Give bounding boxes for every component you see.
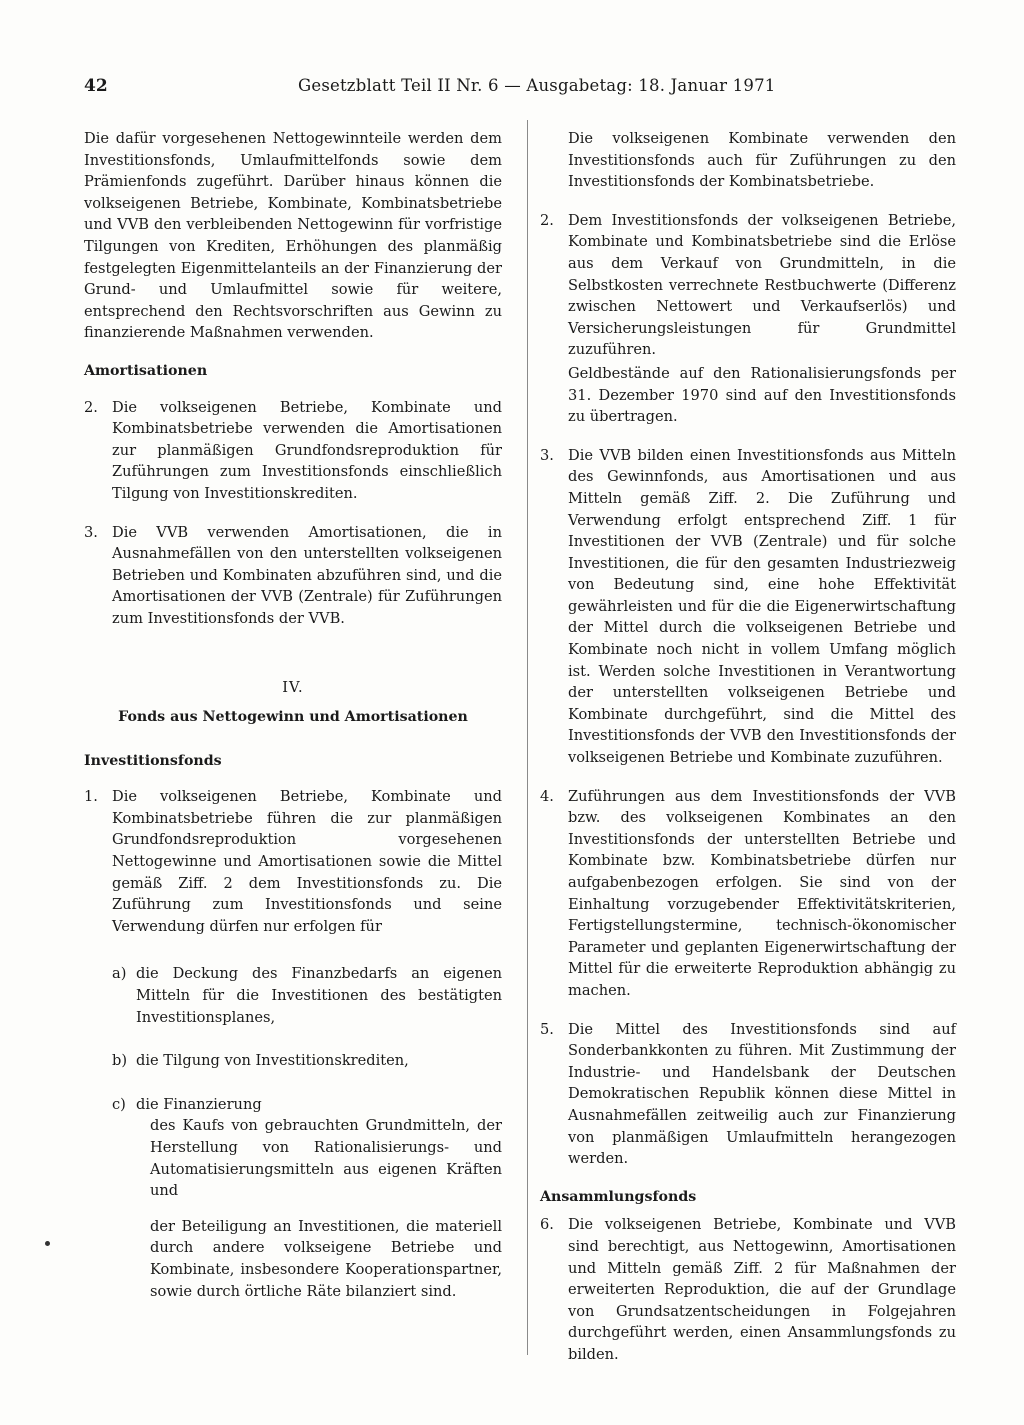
sub-item-label: c) — [112, 1095, 126, 1113]
list-item — [84, 397, 502, 505]
page-header — [0, 76, 1024, 104]
left-column — [84, 128, 502, 1316]
sub-item-text: die Tilgung von Investitionskrediten, — [136, 1052, 409, 1070]
column-divider — [527, 120, 528, 1355]
sub-paragraph: der Beteiligung an Investitionen, die materiell durch andere volkseigene Betriebe und Kombinate, insbesondere Kooperationspartner, sowie durch örtliche Räte bilanziert sind. — [150, 1217, 502, 1300]
item-text: Die VVB bilden einen Investitionsfonds aus Mitteln des Gewinnfonds, aus Amortisationen und aus Mitteln gemäß Ziff. 2. Die Zuführung und Verwendung erfolgt entsprechend Ziff. 1 für Investitionen der VVB (Zentrale) und für solche Investitionen, die für den gesamten Industriezweig von Bedeutung sind, eine hohe Effektivität gewährleisten und für die die Eigenerwirtschaftung der Mittel durch die volkseigenen Betriebe und Kombinate noch nicht in vollem Umfang möglich ist. Werden solche Investitionen in Verantwortung der unterstellten volkseigenen Betriebe und Kombinate durchgeführt, sind die Mittel des Investitionsfonds der VVB den Investitionsfonds der volkseigenen Betriebe und Kombinate zuzuführen. — [568, 446, 956, 767]
list-item — [540, 445, 956, 769]
sub-item-a — [84, 963, 502, 1028]
sub-item-text: die Deckung des Finanzbedarfs an eigenen Mitteln für die Investitionen des bestätigten Investitionsplanes, — [136, 965, 502, 1026]
item-number: 3. — [84, 523, 98, 541]
section-number: IV. — [282, 679, 304, 697]
item-text: Die Mittel des Investitionsfonds sind auf Sonderbankkonten zu führen. Mit Zustimmung der Industrie- und Handelsbank der Deutschen Demokratischen Republik können diese Mittel in Ausnahmefällen zeitweilig auch zur Finanzierung von planmäßigen Umlaufmitteln herangezogen werden. — [568, 1020, 956, 1168]
page-number: 42 — [84, 76, 108, 96]
intro-paragraph: Die dafür vorgesehenen Nettogewinnteile werden dem Investitionsfonds, Umlaufmittelfonds sowie dem Prämienfonds zugeführt. Darüber hinaus können die volkseigenen Betriebe, Kombinate, Kombinatsbetriebe und VVB den verbleibenden Nettogewinn für vorfristige Tilgungen von Krediten, Erhöhungen des planmäßig festgelegten Eigenmittelanteils an der Finanzierung der Grund- und Umlaufmittel sowie für weitere, entsprechend den Rechtsvorschriften aus Gewinn zu finanzierende Maßnahmen verwenden. — [84, 130, 502, 342]
list-item — [540, 210, 956, 428]
list-item — [540, 1019, 956, 1170]
item-text: Die volkseigenen Betriebe, Kombinate und Kombinatsbetriebe verwenden die Amortisationen zur planmäßigen Grundfondsreproduktion für Zuführungen zum Investitionsfonds einschließlich Tilgung von Investitionskrediten. — [112, 398, 502, 502]
item-text: Die VVB verwenden Amortisationen, die in Ausnahmefällen von den unterstellten volkseigenen Betrieben und Kombinaten abzuführen sind, und die Amortisationen der VVB (Zentrale) für Zuführungen zum Investitionsfonds der VVB. — [112, 523, 502, 627]
item-number: 1. — [84, 788, 98, 806]
sub-item-c — [84, 1094, 502, 1302]
item-number: 5. — [540, 1020, 554, 1038]
item-number: 3. — [540, 446, 554, 464]
list-item — [84, 522, 502, 630]
item-number: 2. — [84, 398, 98, 416]
item-text-continued: Geldbestände auf den Rationalisierungsfonds per 31. Dezember 1970 sind auf den Investitionsfonds zu übertragen. — [568, 364, 956, 426]
sub-item-label: a) — [112, 965, 127, 983]
list-item — [540, 1214, 956, 1365]
item-text: Die volkseigenen Betriebe, Kombinate und VVB sind berechtigt, aus Nettogewinn, Amortisationen und Mitteln gemäß Ziff. 2 für Maßnahmen der erweiterten Reproduktion, die auf der Grundlage von Grundsatzentscheidungen in Folgejahren durchgeführt werden, einen Ansammlungsfonds zu bilden. — [568, 1216, 956, 1363]
right-column — [540, 128, 956, 1382]
scan-speck — [45, 1241, 50, 1246]
item-number: 6. — [540, 1216, 554, 1234]
item-number: 4. — [540, 787, 554, 805]
heading-investitionsfonds: Investitionsfonds — [84, 752, 222, 769]
sub-item-text: die Finanzierung — [136, 1095, 262, 1113]
list-item — [540, 786, 956, 1002]
heading-ansammlungsfonds: Ansammlungsfonds — [540, 1188, 697, 1205]
sub-item-label: b) — [112, 1052, 128, 1070]
sub-item-body — [136, 1115, 502, 1302]
running-title: Gesetzblatt Teil II Nr. 6 — Ausgabetag: 18. Januar 1971 — [298, 76, 776, 95]
item-number: 2. — [540, 211, 554, 229]
sub-paragraph: des Kaufs von gebrauchten Grundmitteln, der Herstellung von Rationalisierungs- und Automatisierungsmitteln aus eigenen Kräften und — [150, 1117, 502, 1200]
item-text: Die volkseigenen Betriebe, Kombinate und Kombinatsbetriebe führen die zur planmäßigen Grundfondsreproduktion vorgesehenen Nettogewinne und Amortisationen sowie die Mittel gemäß Ziff. 2 dem Investitionsfonds zu. Die Zuführung zum Investitionsfonds und seine Verwendung dürfen nur erfolgen für — [112, 788, 502, 935]
list-item — [84, 786, 502, 937]
heading-amortisationen: Amortisationen — [84, 362, 208, 379]
item-text: Zuführungen aus dem Investitionsfonds der VVB bzw. des volkseigenen Kombinates an den Investitionsfonds der unterstellten Betriebe und Kombinate bzw. Kombinatsbetriebe dürfen nur aufgabenbezogen erfolgen. Sie sind von der Einhaltung vorzugebender Effektivitätskriterien, Fertigstellungstermine, technisch-ökonomischer Parameter und geplanten Eigenerwirtschaftung der Mittel für die erweiterte Reproduktion abhängig zu machen. — [568, 787, 956, 999]
item-text: Dem Investitionsfonds der volkseigenen Betriebe, Kombinate und Kombinatsbetriebe sind die Erlöse aus dem Verkauf von Grundmitteln, in die Selbstkosten verrechnete Restbuchwerte (Differenz zwischen Nettowert und Verkaufserlös) und Versicherungsleistungen für Grundmittel zuzuführen. — [568, 211, 956, 359]
sub-item-b — [84, 1050, 502, 1072]
intro-paragraph: Die volkseigenen Kombinate verwenden den Investitionsfonds auch für Zuführungen zu den Investitionsfonds der Kombinatsbetriebe. — [568, 130, 956, 191]
section-title: Fonds aus Nettogewinn und Amortisationen — [118, 709, 468, 726]
